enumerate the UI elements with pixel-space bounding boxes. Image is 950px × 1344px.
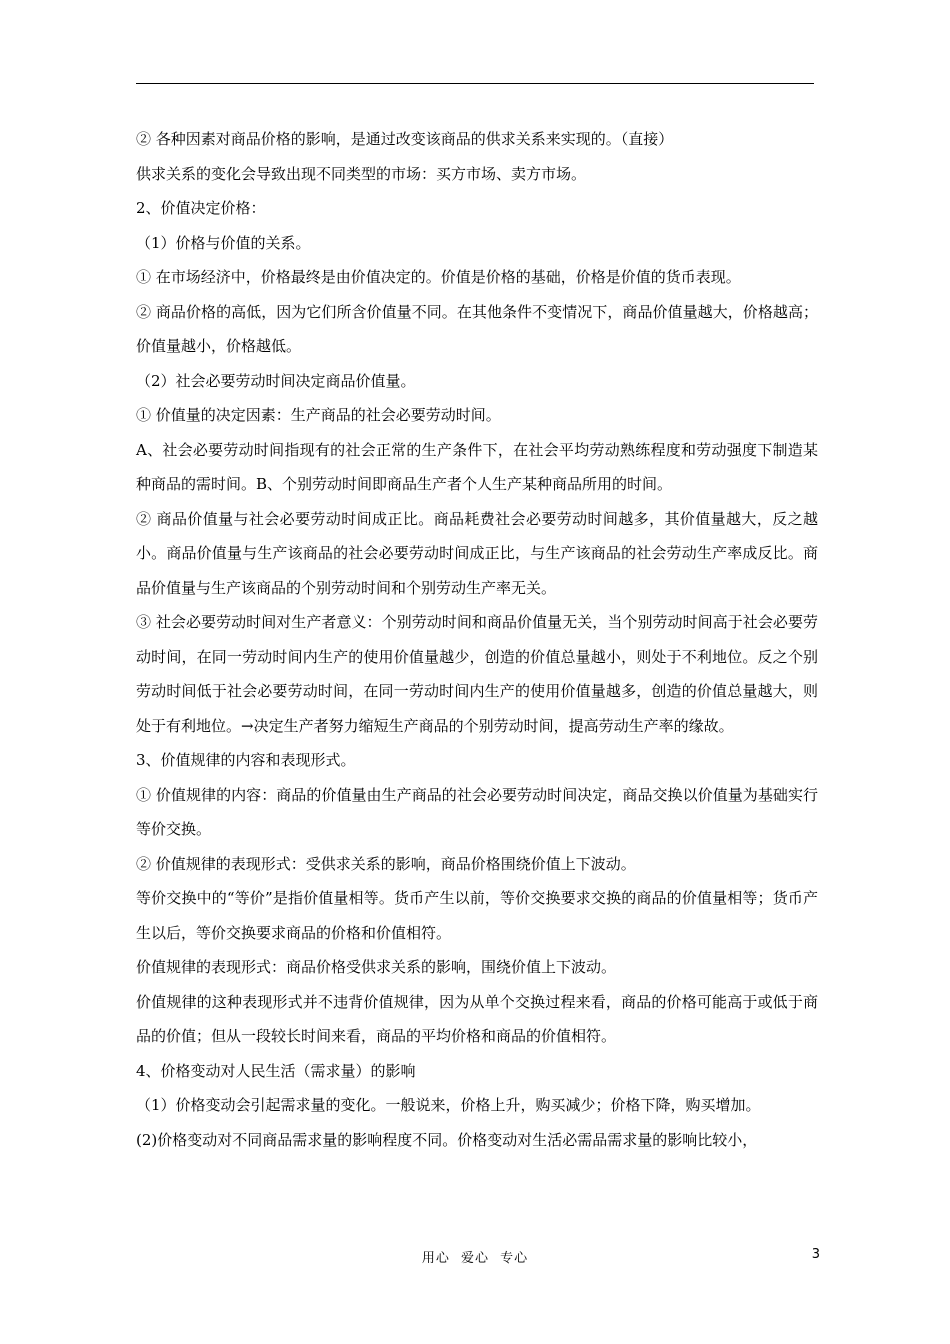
subsection-heading: （1）价格与价值的关系。 [136,233,311,252]
section-heading: 4、价格变动对人民生活（需求量）的影响 [136,1061,416,1080]
paragraph: ② 商品价格的高低，因为它们所含价值量不同。在其他条件不变情况下，商品价值量越大，价格越高；价值量越小，价格越低。 [136,302,818,355]
paragraph: ② 价值规律的表现形式：受供求关系的影响，商品价格围绕价值上下波动。 [136,854,636,873]
paragraph: ① 价值规律的内容：商品的价值量由生产商品的社会必要劳动时间决定，商品交换以价值量为基础实行等价交换。 [136,785,818,838]
paragraph: (2)价格变动对不同商品需求量的影响程度不同。价格变动对生活必需品需求量的影响比较小， [136,1130,758,1149]
section-heading: 2、价值决定价格： [136,199,266,217]
paragraph: 等价交换中的“等价”是指价值量相等。货币产生以前，等价交换要求交换的商品的价值量相等；货币产生以后，等价交换要求商品的价格和价值相符。 [136,889,818,942]
subsection-heading: （2）社会必要劳动时间决定商品价值量。 [136,371,416,390]
paragraph: ③ 社会必要劳动时间对生产者意义：个别劳动时间和商品价值量无关，当个别劳动时间高于社会必要劳动时间，在同一劳动时间内生产的使用价值量越少，创造的价值总量越小，则处于不利地位。反之个别劳动时间低于社会必要劳动时间，在同一劳动时间内生产的使用价值量越多，创造的价值总量越大，则处于有利地位。→决定生产者努力缩短生产商品的个别劳动时间，提高劳动生产率的缘故。 [136,613,818,735]
page-number: 3 [811,1247,820,1262]
paragraph: 价值规律的这种表现形式并不违背价值规律，因为从单个交换过程来看，商品的价格可能高于或低于商品的价值；但从一段较长时间来看，商品的平均价格和商品的价值相符。 [136,992,818,1045]
paragraph: A、社会必要劳动时间指现有的社会正常的生产条件下，在社会平均劳动熟练程度和劳动强度下制造某种商品的需时间。B、个别劳动时间即商品生产者个人生产某种商品所用的时间。 [136,440,818,493]
paragraph: 价值规律的表现形式：商品价格受供求关系的影响，围绕价值上下波动。 [136,958,617,976]
footer-motto: 用心 爱心 专心 [421,1251,529,1266]
document-body [136,122,818,1157]
paragraph: ① 在市场经济中，价格最终是由价值决定的。价值是价格的基础，价格是价值的货币表现。 [136,268,741,286]
paragraph: （1）价格变动会引起需求量的变化。一般说来，价格上升，购买减少；价格下降，购买增加。 [136,1096,761,1114]
paragraph: ② 商品价值量与社会必要劳动时间成正比。商品耗费社会必要劳动时间越多，其价值量越大，反之越小。商品价值量与生产该商品的社会必要劳动时间成正比，与生产该商品的社会劳动生产率成反比。商品价值量与生产该商品的个别劳动时间和个别劳动生产率无关。 [136,509,818,597]
paragraph: ② 各种因素对商品价格的影响，是通过改变该商品的供求关系来实现的。（直接） [136,130,674,148]
section-heading: 3、价值规律的内容和表现形式。 [136,751,356,769]
paragraph: 供求关系的变化会导致出现不同类型的市场：买方市场、卖方市场。 [136,164,587,183]
paragraph: ① 价值量的决定因素：生产商品的社会必要劳动时间。 [136,406,501,424]
header-divider [136,83,814,84]
